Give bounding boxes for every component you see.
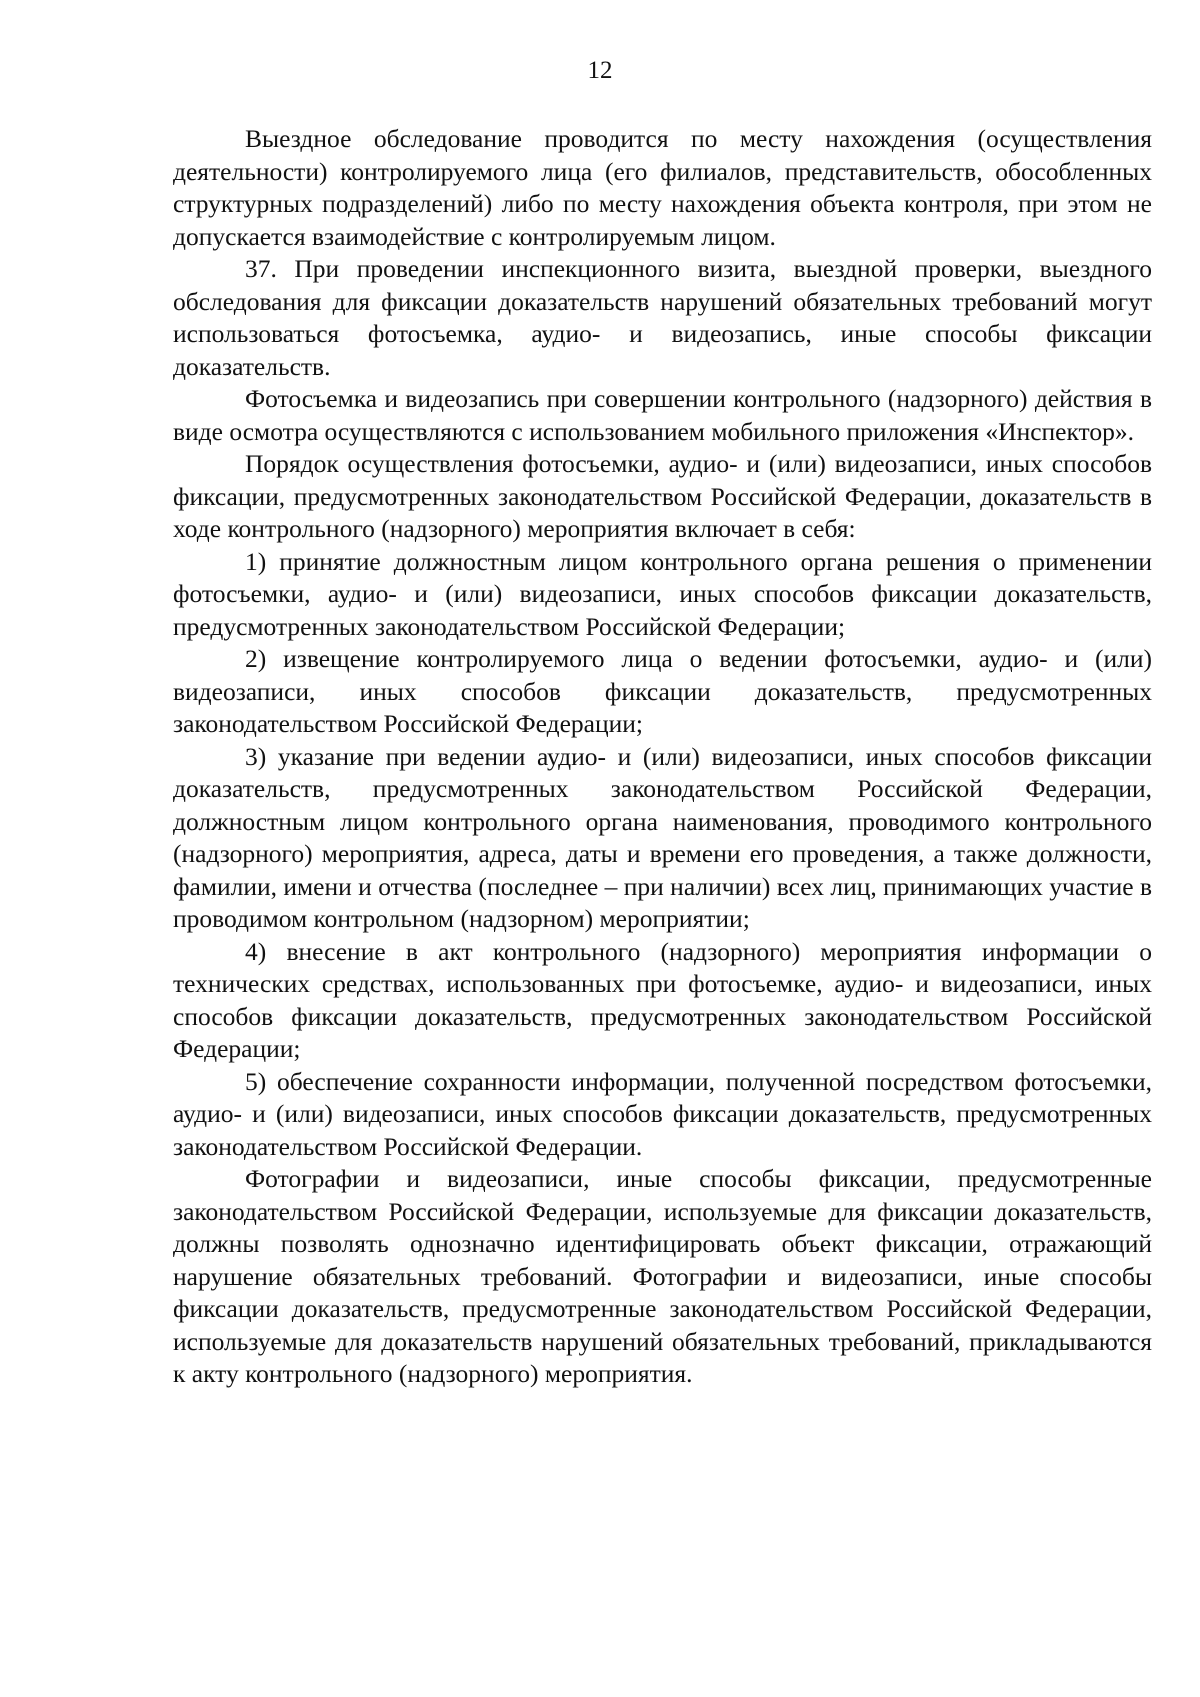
paragraph-37-evidence-recording: 37. При проведении инспекционного визита, выездной проверки, выездного обследования для фиксации доказательств нарушений обязательных требований могут использоваться фотосъемка, аудио- и видеозапись, иные способы фиксации доказательств. [173, 254, 1152, 381]
list-item-5: 5) обеспечение сохранности информации, полученной посредством фотосъемки, аудио- и (или) видеозаписи, иных способов фиксации доказательств, предусмотренных законодательством Российской Федерации. [173, 1066, 1152, 1161]
paragraph-recording-procedure: Порядок осуществления фотосъемки, аудио- и (или) видеозаписи, иных способов фиксации, предусмотренных законодательством Российской Федерации, доказательств в ходе контрольного (надзорного) мероприятия включает в себя: [173, 449, 1152, 543]
document-body [173, 123, 1152, 1391]
list-item-3: 3) указание при ведении аудио- и (или) видеозаписи, иных способов фиксации доказательств, предусмотренных законодательством Российской Федерации, должностным лицом контрольного органа наименования, проводимого контрольного (надзорного) мероприятия, адреса, даты и времени его проведения, а также должности, фамилии, имени и отчества (последнее – при наличии) всех лиц, принимающих участие в проводимом контрольном (надзорном) мероприятии; [173, 741, 1152, 933]
page-number: 12 [587, 57, 613, 84]
paragraph-inspector-app: Фотосъемка и видеозапись при совершении контрольного (надзорного) действия в виде осмотра осуществляются с использованием мобильного приложения «Инспектор». [173, 384, 1152, 446]
list-item-1: 1) принятие должностным лицом контрольного органа решения о применении фотосъемки, аудио- и (или) видеозаписи, иных способов фиксации доказательств, предусмотренных законодательством Российской Федерации; [173, 546, 1152, 641]
paragraph-field-survey-location: Выездное обследование проводится по месту нахождения (осуществления деятельности) контролируемого лица (его филиалов, представительств, обособленных структурных подразделений) либо по месту нахождения объекта контроля, при этом не допускается взаимодействие с контролируемым лицом. [173, 124, 1152, 251]
list-item-2: 2) извещение контролируемого лица о ведении фотосъемки, аудио- и (или) видеозаписи, иных способов фиксации доказательств, предусмотренных законодательством Российской Федерации; [173, 644, 1152, 738]
paragraph-photo-video-requirements: Фотографии и видеозаписи, иные способы фиксации, предусмотренные законодательством Российской Федерации, используемые для фиксации доказательств, должны позволять однозначно идентифицировать объект фиксации, отражающий нарушение обязательных требований. Фотографии и видеозаписи, иные способы фиксации доказательств, предусмотренные законодательством Российской Федерации, используемые для доказательств нарушений обязательных требований, прикладываются к акту контрольного (надзорного) мероприятия. [173, 1164, 1152, 1388]
list-item-4: 4) внесение в акт контрольного (надзорного) мероприятия информации о технических средствах, использованных при фотосъемке, аудио- и видеозаписи, иных способов фиксации доказательств, предусмотренных законодательством Российской Федерации; [173, 936, 1152, 1063]
